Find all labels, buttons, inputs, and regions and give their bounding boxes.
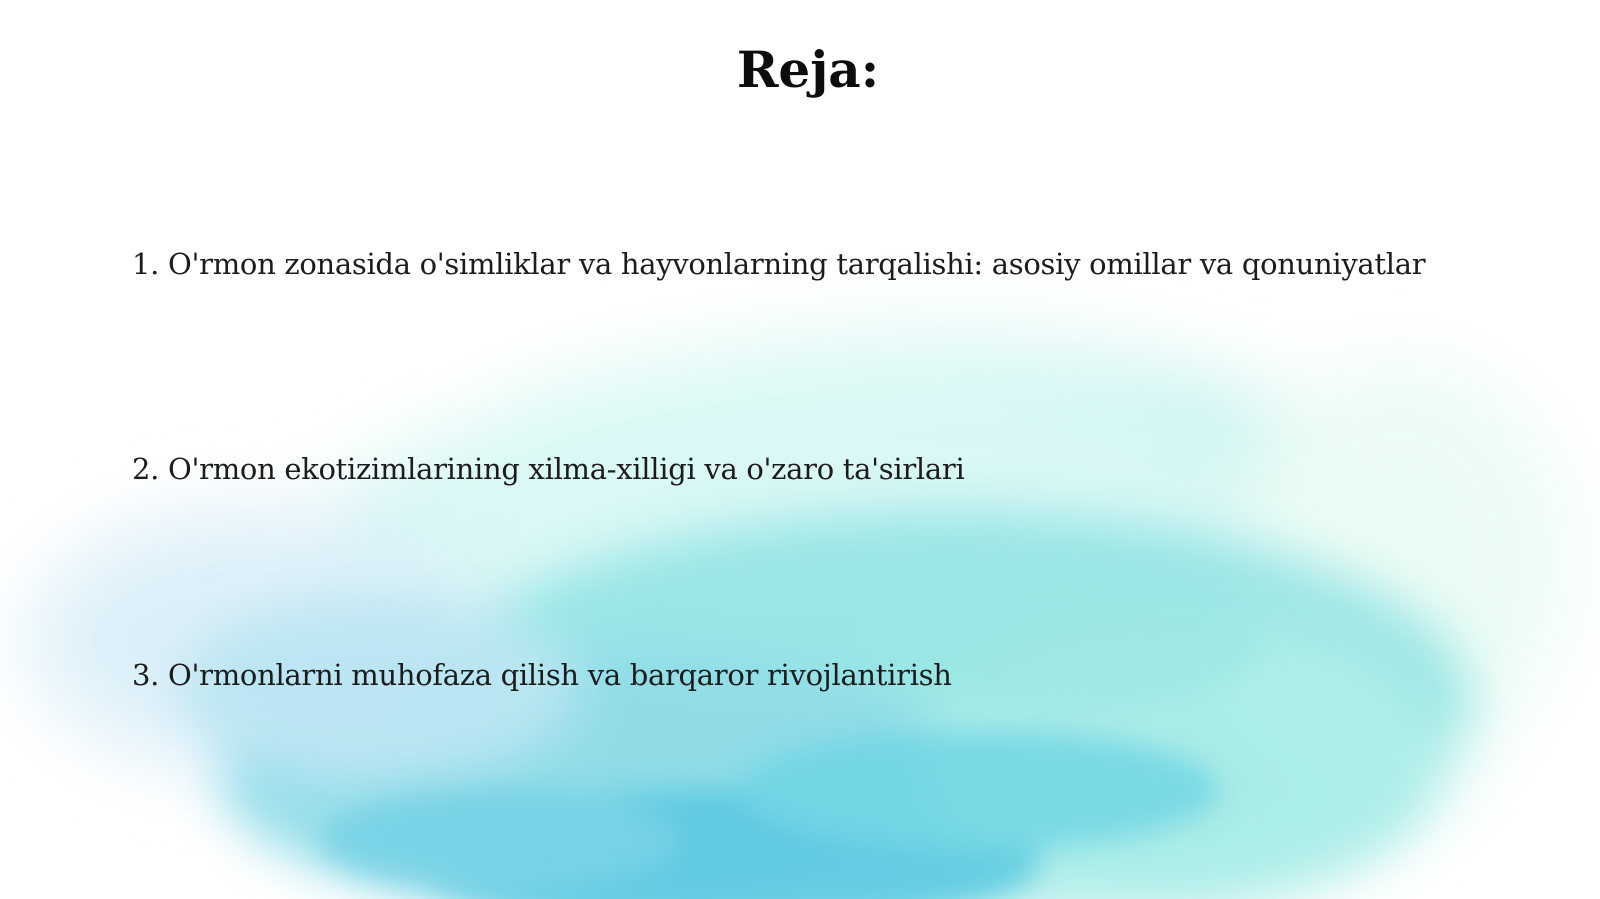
plan-item-1 xyxy=(132,247,1425,281)
plan-item-3 xyxy=(132,658,952,692)
plan-item-number: 1. xyxy=(132,247,160,281)
plan-item-2 xyxy=(132,452,964,486)
plan-item-text: O'rmon zonasida o'simliklar va hayvonlarning tarqalishi: asosiy omillar va qonuniyatlar xyxy=(168,247,1426,281)
plan-item-number: 2. xyxy=(132,452,160,486)
slide-title: Reja: xyxy=(736,40,880,99)
plan-item-number: 3. xyxy=(132,658,160,692)
plan-item-text: O'rmon ekotizimlarining xilma-xilligi va o'zaro ta'sirlari xyxy=(168,452,965,486)
plan-item-text: O'rmonlarni muhofaza qilish va barqaror rivojlantirish xyxy=(168,658,952,692)
